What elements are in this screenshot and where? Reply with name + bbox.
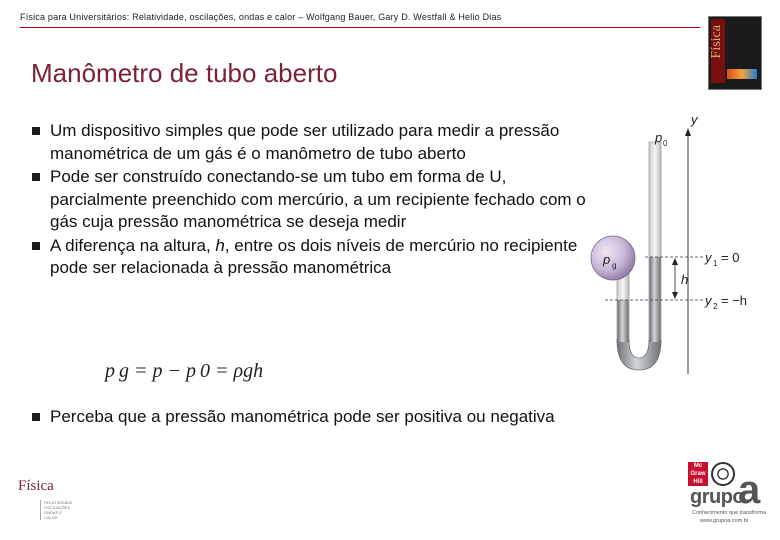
mcgraw-hill-logo: Mc Graw Hill [688,462,708,486]
bullet-list [30,120,590,281]
bullet-item [30,120,590,165]
bullet-text-before: A diferença na altura, [50,235,216,255]
bullet-item-last [30,406,555,428]
p0-label: p [655,130,663,145]
h-arrow-up-icon [672,258,678,265]
y2-label: y [705,293,712,308]
y1-value: = 0 [721,250,740,265]
y-axis-label: y [691,112,698,127]
slide-title: Manômetro de tubo aberto [31,58,338,88]
bullet-text-after: , entre os dois níveis de mercúrio no recipiente pode ser relacionada à pressão manométrica [50,235,578,277]
y1-subscript: 1 [713,259,718,268]
bullet-var-h: h [215,235,225,255]
bullet-square-icon [32,242,40,250]
fisica-footer-logo: Física [18,478,54,494]
y-axis-arrow-icon [685,128,691,136]
grupo-a-logo: grupo [690,486,745,508]
bullet-square-icon [32,173,40,181]
h-label: h [681,272,689,287]
grupo-a-letter-logo: a [738,468,761,512]
cover-color-band [727,69,757,79]
y1-label: y [705,250,712,265]
bullet-text: Um dispositivo simples que pode ser utilizado para medir a pressão manométrica de um gás é o manômetro de tubo aberto [50,121,560,163]
h-arrow-down-icon [672,292,678,299]
header-rule [20,27,700,28]
bullet-item [30,235,590,280]
manometer-diagram [585,112,780,380]
bullet-square-icon [32,127,40,135]
cover-title: Física [709,25,724,59]
bullet-item [30,166,590,234]
y2-subscript: 2 [713,302,718,311]
bullet-square-icon [32,413,40,421]
pg-label: p [603,252,611,267]
publisher-url: www.grupoa.com.br [700,518,749,524]
bullet-text: Pode ser construído conectando-se um tubo em forma de U, parcialmente preenchido com mercúrio, a um recipiente fechado com o gás cuja pressão manométrica se deseja medir [50,167,586,231]
pg-subscript: g [612,261,617,270]
publisher-seal-icon [711,462,735,486]
header-text: Física para Universitários: Relatividade, oscilações, ondas e calor – Wolfgang Bauer, Gary D. Westfall & Helio Dias [20,12,502,22]
publisher-tagline: Conhecimento que transforma [692,510,766,516]
book-cover-thumbnail [708,16,762,90]
y2-value: = −h [721,293,748,308]
p0-subscript: 0 [663,139,668,148]
gauge-pressure-formula: p g = p − p 0 = ρgh [105,360,264,382]
bullet-text: Perceba que a pressão manométrica pode ser positiva ou negativa [50,407,555,426]
fisica-footer-subtitle: RELATIVIDADE OSCILAÇÕES ONDAS E CALOR [40,500,66,520]
gas-bulb [591,236,635,280]
